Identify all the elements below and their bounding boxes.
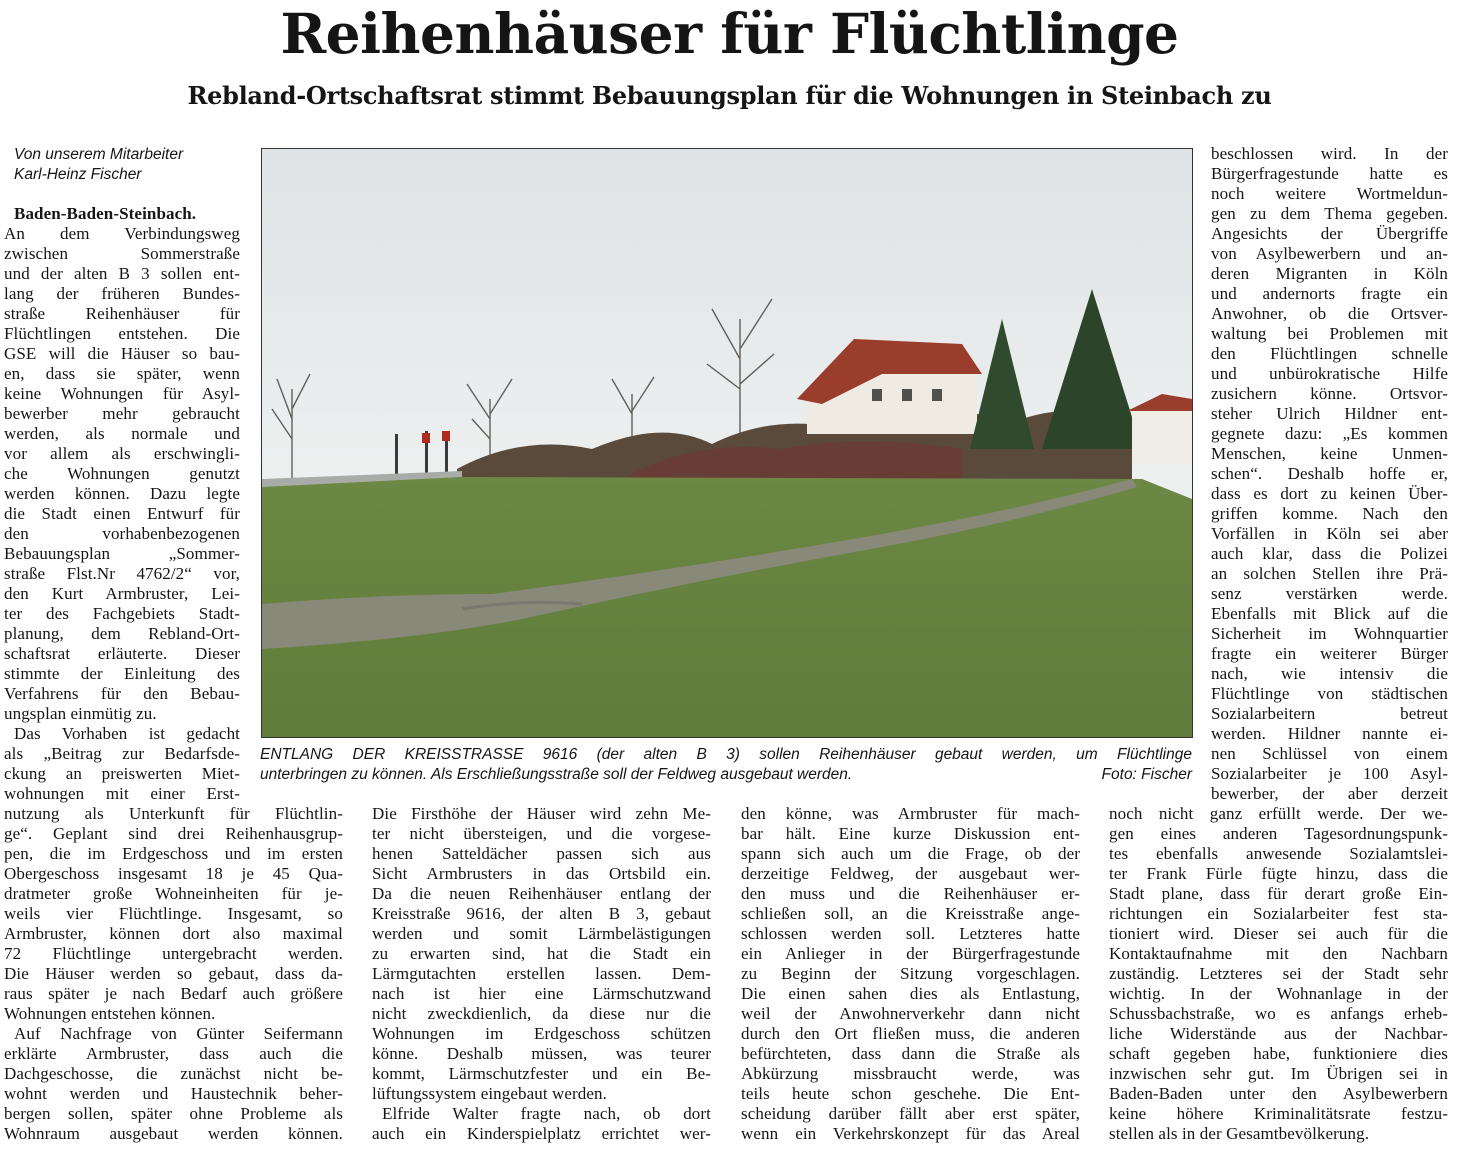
text-line: und der alten B 3 sollen ent- [4,264,240,283]
text-line: nutzung als Unterkunft für Flüchtlin- [4,804,343,823]
text-line: nach, wie intensiv die [1211,664,1448,683]
text-line: lang der früheren Bundes- [4,284,240,303]
text-line: derzeitige Feldweg, der ausgebaut wer- [741,864,1080,883]
caption-line: unterbringen zu können. Als Erschließungsstraße soll der Feldweg ausgebaut werden. [260,766,853,783]
text-line: bewerber mehr gebraucht [4,404,240,423]
text-line: Ebenfalls mit Blick auf die [1211,604,1448,623]
text-line: planung, dem Rebland-Ort- [4,624,240,643]
text-line: werden. Hildner nannte ei- [1211,724,1448,743]
text-line: den Kurt Armbruster, Lei- [4,584,240,603]
text-line: Kreisstraße 9616, der alten B 3, gebaut [372,904,711,923]
text-line: an solchen Stellen ihre Prä- [1211,564,1448,583]
text-line: Da die neuen Reihenhäuser entlang der [372,884,711,903]
photo-caption [260,745,1192,785]
text-line: Elfride Walter fragte nach, ob dort [382,1104,711,1123]
text-line: schen“. Deshalb hoffe er, [1211,464,1448,483]
text-line: keine höhere Kriminalitätsrate festzu- [1109,1104,1448,1123]
text-line: Die Firsthöhe der Häuser wird zehn Me- [372,804,711,823]
text-line: ter Frank Fürle fügte hinzu, dass die [1109,864,1448,883]
text-line: Sicherheit im Wohnquartier [1211,624,1448,643]
dateline: Baden-Baden-Steinbach. [14,204,197,223]
text-line: den vorhabenbezogenen [4,524,240,543]
text-line: wohnungen mit einer Erst- [4,784,240,803]
text-line: ge“. Geplant sind drei Reihenhausgrup- [4,824,343,843]
text-line: Menschen, keine Unmen- [1211,444,1448,463]
text-line: von Asylbewerbern und an- [1211,244,1448,263]
subheadline: Rebland-Ortschaftsrat stimmt Bebauungsplan für die Wohnungen in Steinbach zu [187,81,1272,110]
text-line: ungsplan einmütig zu. [4,704,157,723]
text-line: inzwischen sehr gut. Im Übrigen sei in [1109,1064,1448,1083]
text-line: zu Beginn der Sitzung vorgeschlagen. [741,964,1080,983]
text-line: waltung bei Problemen mit [1211,324,1448,343]
text-line: beschlossen wird. In der [1211,144,1448,163]
text-line: noch nicht ganz erfüllt werde. Der we- [1109,804,1448,823]
text-line: Schussbachstraße, wo es anfangs erheb- [1109,1004,1448,1023]
text-line: auch klar, dass die Polizei [1211,544,1448,563]
text-line: den Flüchtlingen schnelle [1211,344,1448,363]
field-landscape-image [262,149,1192,737]
text-line: Wohnungen entstehen können. [4,1004,216,1023]
text-line: dratmeter große Wohneinheiten für je- [4,884,343,903]
text-line: Obergeschoss insgesamt 18 je 45 Qua- [4,864,343,883]
text-line: bewerber, der aber derzeit [1211,784,1448,803]
text-line: Lärmgutachten erstellen lassen. Dem- [372,964,711,983]
text-line: gen eines anderen Tagesordnungspunk- [1109,824,1448,843]
text-line: Kontaktaufnahme mit den Nachbarn [1109,944,1448,963]
text-line: Sozialarbeitern betreut [1211,704,1448,723]
text-line: teils heute schon geschehe. Die Ent- [741,1084,1080,1103]
text-line: bar hält. Eine kurze Diskussion ent- [741,824,1080,843]
text-line: weil der Anwohnerverkehr dann nicht [741,1004,1080,1023]
text-line: Flüchtlinge von städtischen [1211,684,1448,703]
text-line: en, dass sie später, wenn [4,364,240,383]
text-line: che Wohnungen genutzt [4,464,240,483]
text-line: vor allem als erschwingli- [4,444,240,463]
text-line: Verfahrens für den Bebau- [4,684,240,703]
text-line: nicht zweckdienlich, da diese nur die [372,1004,711,1023]
text-line: Bebauungsplan „Sommer- [4,544,240,563]
text-line: ter nicht übersteigen, und die vorgese- [372,824,711,843]
photo-credit: Foto: Fischer [1101,766,1192,783]
text-line: Armbruster, können dort also maximal [4,924,343,943]
article-column-4 [1211,144,1448,804]
text-line: richtungen ein Sozialarbeiter fest sta- [1109,904,1448,923]
text-line: könne. Deshalb müssen, was teurer [372,1044,711,1063]
text-line: befürchteten, dass dann die Straße als [741,1044,1080,1063]
text-line: Anwohner, ob die Ortsver- [1211,304,1448,323]
text-line: Die Häuser werden so gebaut, dass da- [4,964,343,983]
article-column-3 [741,804,1080,1144]
text-line: schlossen werden soll. Letzteres hatte [741,924,1080,943]
text-line: die Stadt einen Entwurf für [4,504,240,523]
text-line: Baden-Baden unter den Asylbewerbern [1109,1084,1448,1103]
text-line: fragte ein weiterer Bürger [1211,644,1448,663]
article-column-1 [4,204,240,804]
text-line: Abkürzung missbraucht werde, was [741,1064,1080,1083]
text-line: Die einen sahen dies als Entlastung, [741,984,1080,1003]
byline-line: Von unserem Mitarbeiter [14,146,184,163]
text-line: liche Widerstände aus der Nachbar- [1109,1024,1448,1043]
text-line: straße Flst.Nr 4762/2“ vor, [4,564,240,583]
text-line: schließen soll, an die Kreisstraße ange- [741,904,1080,923]
text-line: wenn ein Verkehrskonzept für das Areal [741,1124,1080,1143]
text-line: nach ist hier eine Lärmschutzwand [372,984,711,1003]
text-line: und unbürokratische Hilfe [1211,364,1448,383]
article-photo [261,148,1193,738]
text-line: zu erwarten sind, hat die Stadt ein [372,944,711,963]
text-line: zuständig. Letzteres sei der Stadt sehr [1109,964,1448,983]
text-line: henen Satteldächer passen sich aus [372,844,711,863]
article-column-2 [372,804,711,1144]
text-line: den muss und die Reihenhäuser er- [741,884,1080,903]
byline [14,145,244,185]
text-line: ter des Fachgebiets Stadt- [4,604,240,623]
headline: Reihenhäuser für Flüchtlinge [280,1,1179,66]
text-line: steher Ulrich Hildner ent- [1211,404,1448,423]
text-line: senz verstärken werde. [1211,584,1448,603]
text-line: schaftsrat erläuterte. Dieser [4,644,240,663]
text-line: Sozialarbeiter je 100 Asyl- [1211,764,1448,783]
text-line: GSE will die Häuser so bau- [4,344,240,363]
text-line: spann sich auch um die Frage, ob der [741,844,1080,863]
text-line: dass es dort zu keinen Über- [1211,484,1448,503]
text-line: Dachgeschosse, die zunächst nicht be- [4,1064,343,1083]
text-line: raus später je nach Bedarf auch größere [4,984,343,1003]
text-line: noch weitere Wortmeldun- [1211,184,1448,203]
text-line: ckung an preiswerten Miet- [4,764,240,783]
text-line: auch ein Kinderspielplatz errichtet wer- [372,1124,711,1143]
text-line: griffen komme. Nach den [1211,504,1448,523]
text-line: lüftungssystem eingebaut werden. [372,1084,608,1103]
text-line: Wohnungen im Erdgeschoss schützen [372,1024,711,1043]
text-line: bergen sollen, später ohne Probleme als [4,1104,343,1123]
text-line: deren Migranten in Köln [1211,264,1448,283]
text-line: werden und somit Lärmbelästigungen [372,924,711,943]
text-line: Wohnraum ausgebaut werden können. [4,1124,343,1143]
text-line: An dem Verbindungsweg [4,224,240,243]
text-line: Angesichts der Übergriffe [1211,224,1448,243]
caption-line: ENTLANG DER KREISSTRASSE 9616 (der alten B 3) sollen Reihenhäuser gebaut werden, um Flüchtlinge [260,746,1192,763]
text-line: tes ebenfalls anwesende Sozialamtslei- [1109,844,1448,863]
text-line: tioniert wird. Dieser sei auch für die [1109,924,1448,943]
text-line: weils vier Flüchtlinge. Insgesamt, so [4,904,343,923]
article-column-1-continued [4,804,343,1144]
text-line: scheidung darüber fällt aber erst später, [741,1104,1080,1123]
text-line: Stadt plane, dass für derart große Ein- [1109,884,1448,903]
text-line: Auf Nachfrage von Günter Seifermann [14,1024,343,1043]
text-line: Flüchtlingen entstehen. Die [4,324,240,343]
text-line: und andernorts fragte ein [1211,284,1448,303]
text-line: Das Vorhaben ist gedacht [14,724,240,743]
text-line: 72 Flüchtlinge untergebracht werden. [4,944,343,963]
text-line: den könne, was Armbruster für mach- [741,804,1080,823]
text-line: keine Wohnungen für Asyl- [4,384,240,403]
article-column-4-continued [1109,804,1448,1144]
text-line: zusichern könne. Ortsvor- [1211,384,1448,403]
text-line: wohnt werden und Haustechnik beher- [4,1084,343,1103]
text-line: erklärte Armbruster, dass auch die [4,1044,343,1063]
text-line: schaft gegeben habe, funktioniere dies [1109,1044,1448,1063]
byline-author: Karl-Heinz Fischer [14,166,142,183]
text-line: werden können. Dazu legte [4,484,240,503]
text-line: durch den Ort fließen muss, die anderen [741,1024,1080,1043]
text-line: gegnete dazu: „Es kommen [1211,424,1448,443]
text-line: werden, als normale und [4,424,240,443]
text-line: straße Reihenhäuser für [4,304,240,323]
text-line: stellen als in der Gesamtbevölkerung. [1109,1124,1370,1143]
text-line: nen Schlüssel von einem [1211,744,1448,763]
text-line: Vorfällen in Köln sei aber [1211,524,1448,543]
text-line: ein Anlieger in der Bürgerfragestunde [741,944,1080,963]
text-line: zwischen Sommerstraße [4,244,240,263]
text-line: wichtig. In der Wohnanlage in der [1109,984,1448,1003]
text-line: als „Beitrag zur Bedarfsde- [4,744,240,763]
text-line: kommt, Lärmschutzfester und ein Be- [372,1064,711,1083]
text-line: gen zu dem Thema gegeben. [1211,204,1448,223]
text-line: Sicht Armbrusters in das Ortsbild ein. [372,864,711,883]
text-line: pen, die im Erdgeschoss und im ersten [4,844,343,863]
text-line: stimmte der Einleitung des [4,664,240,683]
text-line: Bürgerfragestunde hatte es [1211,164,1448,183]
